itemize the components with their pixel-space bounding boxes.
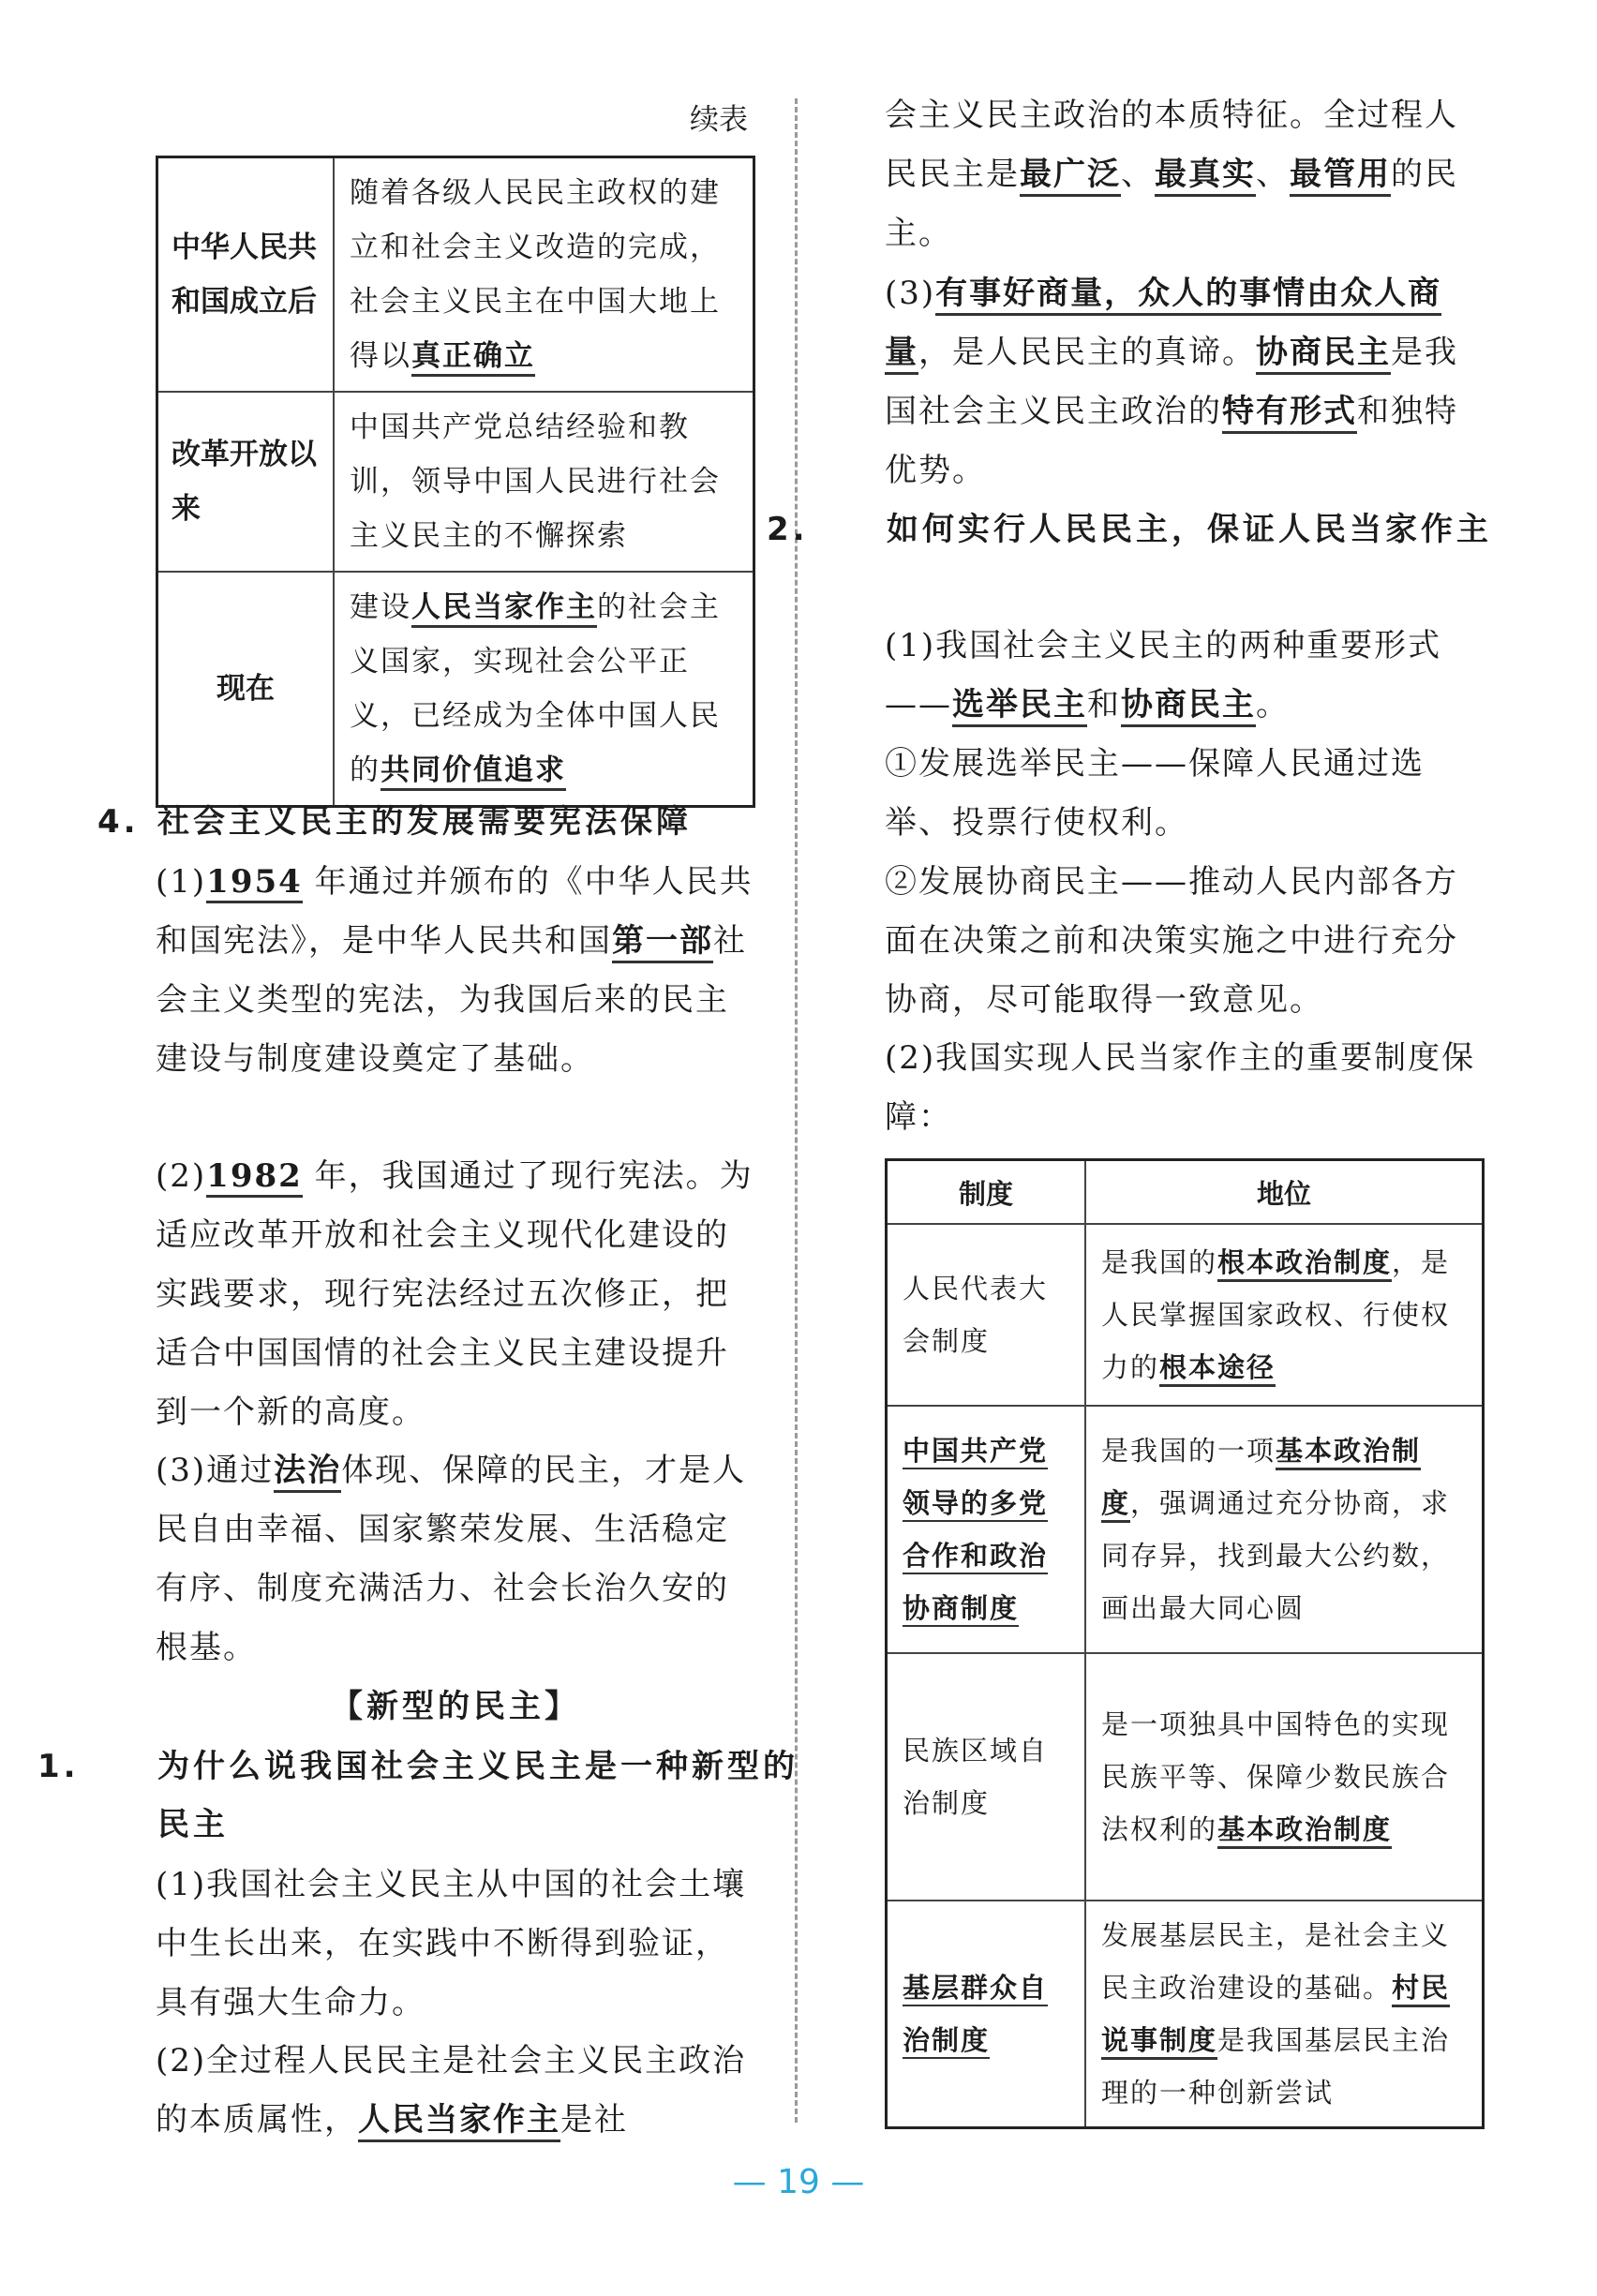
- system-cell: 中国共产党领导的多党合作和政治协商制度: [887, 1406, 1086, 1653]
- status-cell: 是我国的根本政治制度，是人民掌握国家政权、行使权力的根本途径: [1085, 1224, 1484, 1406]
- desc-cell: 中国共产党总结经验和教训，领导中国人民进行社会主义民主的不懈探索: [334, 392, 754, 572]
- section4-para1: (1)1954 年通过并颁布的《中华人民共和国宪法》，是中华人民共和国第一部社会主义类型的宪法，为我国后来的民主建设与制度建设奠定了基础。: [156, 863, 754, 1078]
- table-row: [157, 392, 754, 572]
- status-cell: 是一项独具中国特色的实现民族平等、保障少数民族合法权利的基本政治制度: [1085, 1653, 1484, 1901]
- table-row: [887, 1224, 1484, 1406]
- status-cell: 发展基层民主，是社会主义民主政治建设的基础。村民说事制度是我国基层民主治理的一种创新尝试: [1085, 1901, 1484, 2128]
- question2-para1a: ①发展选举民主——保障人民通过选举、投票行使权利。: [885, 745, 1425, 842]
- section4-para2: (2)1982 年，我国通过了现行宪法。为适应改革开放和社会主义现代化建设的实践要求，现行宪法经过五次修正，把适合中国国情的社会主义民主建设提升到一个新的高度。: [156, 1157, 754, 1431]
- new-democracy-heading: 【新型的民主】: [331, 1688, 580, 1725]
- question2-para1: (1)我国社会主义民主的两种重要形式——选举民主和协商民主。: [885, 617, 1485, 735]
- table-row: [887, 1901, 1484, 2128]
- question1-para2: (2)全过程人民民主是社会主义民主政治的本质属性，人民当家作主是社: [156, 2032, 755, 2150]
- desc-cell: 建设人民当家作主的社会主义国家，实现社会公平正义，已经成为全体中国人民的共同价值追求: [334, 572, 754, 807]
- right-continuation: 会主义民主政治的本质特征。全过程人民民主是最广泛、最真实、最管用的民主。: [885, 97, 1458, 252]
- page-number: — 19 —: [732, 2163, 865, 2201]
- system-cell: 人民代表大会制度: [887, 1224, 1086, 1406]
- table-row: [887, 1406, 1484, 1653]
- institutions-table: [885, 1158, 1485, 2129]
- section4-para3: (3)通过法治体现、保障的民主，才是人民自由幸福、国家繁荣发展、生活稳定有序、制度充满活力、社会长治久安的根基。: [156, 1452, 747, 1666]
- system-cell: 民族区域自治制度: [887, 1653, 1086, 1901]
- question2-heading: 2. 如何实行人民民主，保证人民当家作主: [767, 511, 1492, 548]
- column-header: 制度: [887, 1160, 1086, 1225]
- right-para3: (3)有事好商量，众人的事情由众人商量，是人民民主的真谛。协商民主是我国社会主义民主政治的特有形式和独特优势。: [885, 275, 1458, 489]
- question1-heading: 1. 为什么说我国社会主义民主是一种新型的民主: [37, 1748, 798, 1843]
- column-divider: [795, 98, 798, 2123]
- system-cell: 基层群众自治制度: [887, 1901, 1086, 2128]
- section4-heading: 4. 社会主义民主的发展需要宪法保障: [97, 803, 692, 841]
- era-cell: 中华人民共和国成立后: [157, 157, 335, 393]
- era-cell: 改革开放以来: [157, 392, 335, 572]
- question2-para1b: ②发展协商民主——推动人民内部各方面在决策之前和决策实施之中进行充分协商，尽可能取得一致意见。: [885, 863, 1458, 1019]
- table-row: [157, 157, 754, 393]
- question1-para1: (1)我国社会主义民主从中国的社会土壤中生长出来，在实践中不断得到验证，具有强大生命力。: [156, 1866, 747, 2021]
- continued-label: 续表: [690, 103, 748, 137]
- table-row: [157, 572, 754, 807]
- table-header-row: [887, 1160, 1484, 1225]
- column-header: 地位: [1085, 1160, 1484, 1225]
- history-table: [156, 156, 755, 808]
- desc-cell: 随着各级人民民主政权的建立和社会主义改造的完成，社会主义民主在中国大地上得以真正确立: [334, 157, 754, 393]
- question2-para2: (2)我国实现人民当家作主的重要制度保障：: [885, 1039, 1476, 1136]
- era-cell: 现在: [157, 572, 335, 807]
- table-row: [887, 1653, 1484, 1901]
- status-cell: 是我国的一项基本政治制度，强调通过充分协商，求同存异，找到最大公约数，画出最大同心圆: [1085, 1406, 1484, 1653]
